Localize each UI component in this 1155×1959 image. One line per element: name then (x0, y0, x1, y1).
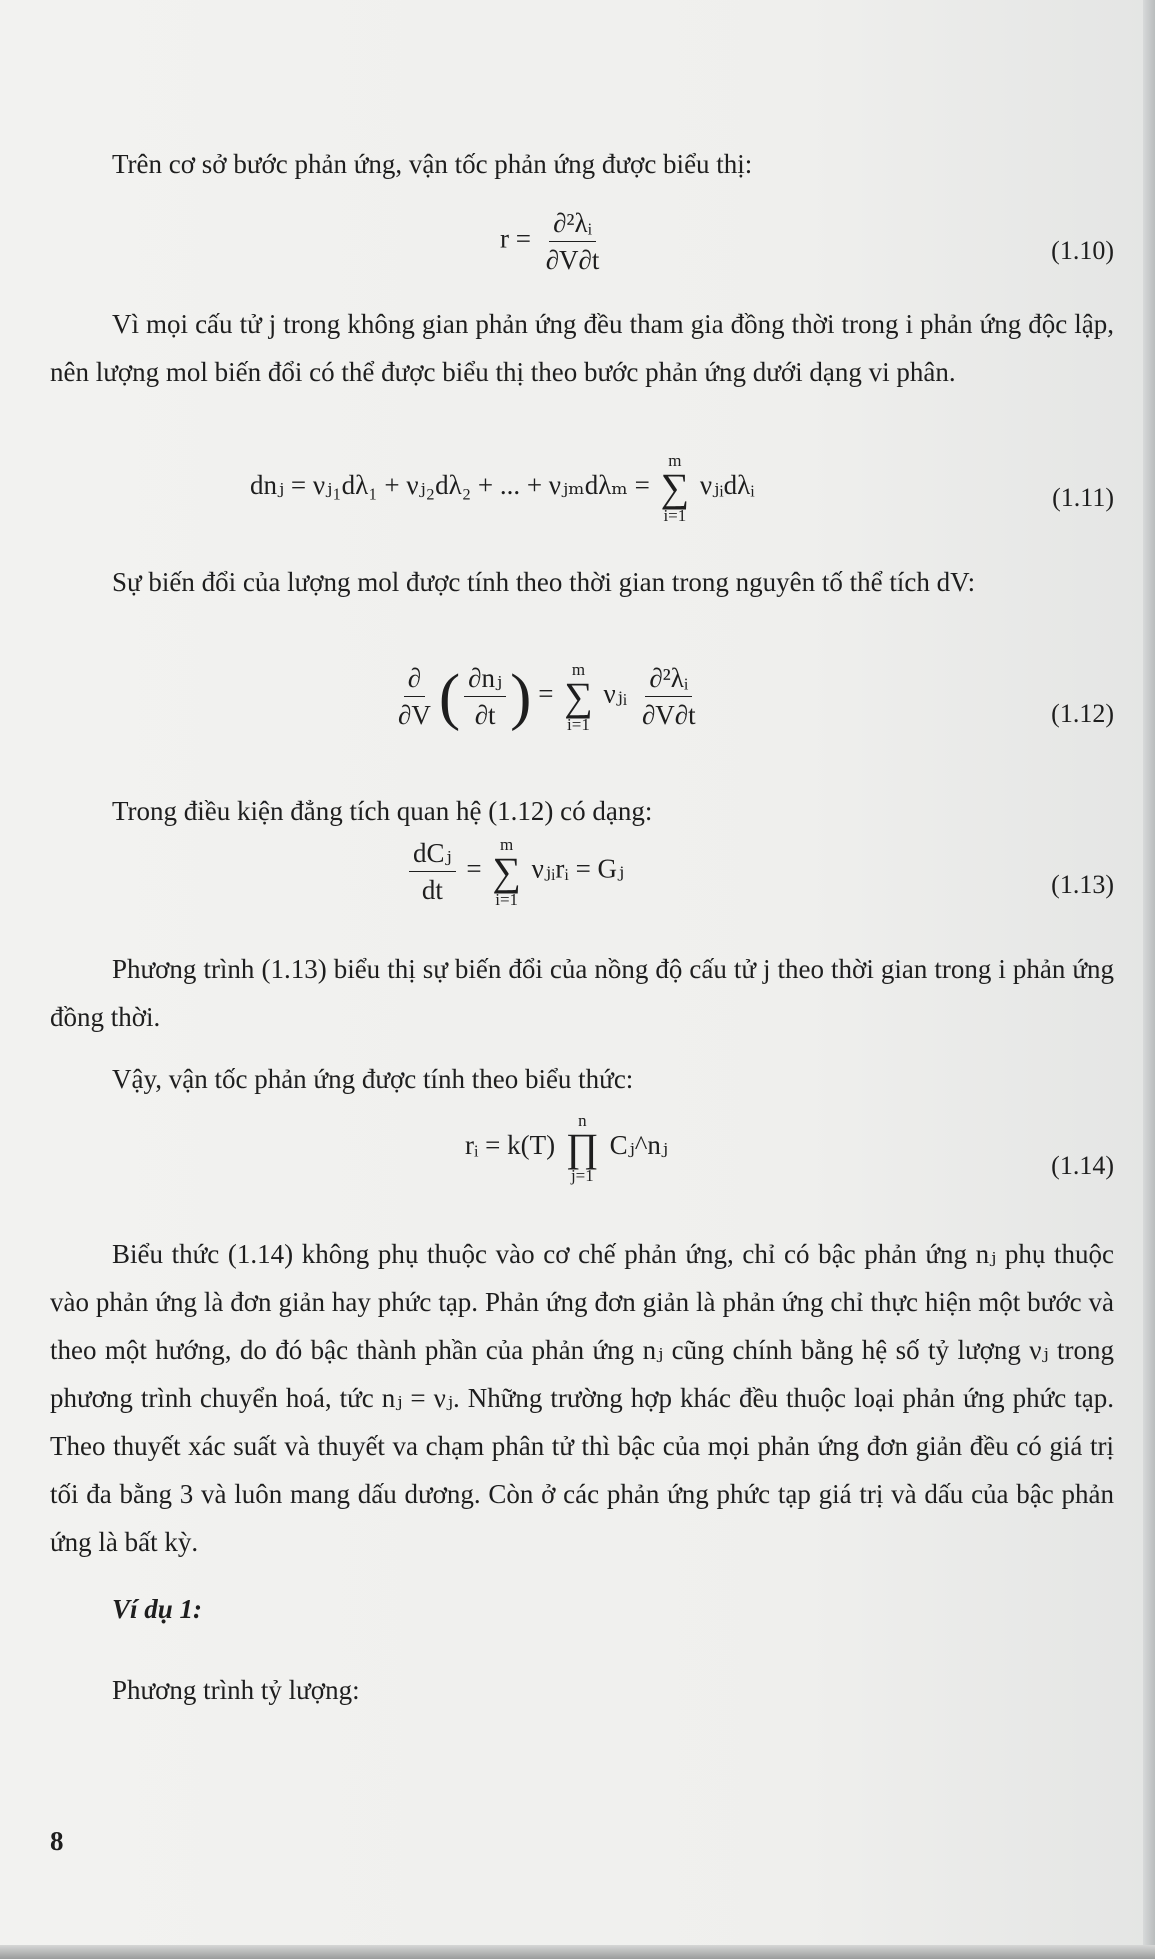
outer-numerator: ∂ (404, 660, 425, 697)
sigma-symbol: ∑ (492, 848, 521, 894)
product-symbol: ∏ (565, 1125, 599, 1170)
inner-denominator: ∂t (474, 700, 496, 730)
equation-body (250, 452, 755, 524)
page-edge-bottom (0, 1945, 1155, 1959)
example-heading: Ví dụ 1: (112, 1594, 203, 1624)
eq-lhs: dnⱼ = νⱼ₁dλ₁ + νⱼ₂dλ₂ + ... + νⱼₘdλₘ = (250, 470, 650, 501)
sum-upper: m (668, 451, 682, 470)
stoich-coefficient: νⱼᵢ (603, 678, 628, 709)
inner-fraction (464, 660, 506, 733)
summation (564, 661, 593, 733)
sum-lower: i=1 (663, 506, 687, 525)
summation (661, 452, 690, 524)
eq-lhs: r = (500, 223, 531, 254)
equation-body (465, 1112, 668, 1184)
page-number: 8 (50, 1826, 64, 1856)
sum-upper: m (500, 834, 514, 854)
paragraph-8: Phương trình tỷ lượng: (112, 1675, 360, 1705)
equation-number: (1.12) (1051, 699, 1114, 728)
equation-1-14 (50, 1112, 1114, 1222)
eq-lhs: rᵢ = k(T) (465, 1130, 556, 1161)
fraction-numerator: dCⱼ (409, 835, 456, 872)
equation-1-11 (50, 452, 1114, 542)
paragraph-6: Vậy, vận tốc phản ứng được tính theo biểu thức: (112, 1064, 634, 1094)
rhs-numerator: ∂²λᵢ (645, 660, 692, 697)
inner-numerator: ∂nⱼ (464, 660, 506, 697)
outer-fraction (394, 660, 435, 733)
equation-body (390, 660, 704, 733)
paragraph-2 (50, 300, 1114, 396)
equation-1-10 (50, 205, 1114, 295)
equation-1-13 (50, 835, 1114, 925)
rhs-fraction (638, 660, 700, 733)
fraction-numerator: ∂²λᵢ (549, 205, 596, 242)
eq-rhs: Cⱼ^nⱼ (609, 1130, 669, 1161)
fraction (409, 835, 456, 908)
equation-number: (1.11) (1052, 483, 1114, 512)
paragraph-2-text: Vì mọi cấu tử j trong không gian phản ứng đều tham gia đồng thời trong i phản ứng độc lập, nên lượng mol biến đổi có thể được biểu thị theo bước phản ứng dưới dạng vi phân. (50, 309, 1114, 387)
summation (492, 836, 521, 908)
equals-sign: = (466, 853, 489, 884)
right-paren: ) (510, 660, 532, 732)
product (566, 1112, 599, 1184)
left-paren: ( (438, 660, 461, 732)
rhs-denominator: ∂V∂t (641, 700, 696, 730)
sigma-symbol: ∑ (660, 465, 690, 510)
page-edge-right (1143, 0, 1155, 1959)
outer-denominator: ∂V (398, 700, 431, 730)
sigma-symbol: ∑ (564, 673, 593, 719)
paragraph-1: Trên cơ sở bước phản ứng, vận tốc phản ứng được biểu thị: (112, 149, 753, 179)
sum-upper: m (571, 659, 586, 679)
fraction (542, 205, 604, 278)
prod-upper: n (578, 1111, 587, 1130)
fraction-denominator: dt (421, 875, 443, 905)
paragraph-4: Trong điều kiện đẳng tích quan hệ (1.12) có dạng: (112, 796, 653, 826)
equation-number: (1.14) (1051, 1151, 1114, 1180)
equation-body (500, 205, 607, 278)
equation-body (405, 835, 624, 908)
equation-1-12 (50, 660, 1114, 770)
equation-number: (1.10) (1051, 236, 1114, 265)
sum-lower: i=1 (567, 714, 590, 734)
paragraph-7: Biểu thức (1.14) không phụ thuộc vào cơ chế phản ứng, chỉ có bậc phản ứng nⱼ phụ thuộc vào phản ứng là đơn giản hay phức tạp. Phản ứng đơn giản là phản ứng chỉ thực hiện một bước và theo một hướng, do đó bậc thành phần của phản ứng nⱼ cũng chính bằng hệ số tỷ lượng νⱼ trong phương trình chuyển hoá, tức nⱼ = νⱼ. Những trường hợp khác đều thuộc loại phản ứng phức tạp. Theo thuyết xác suất và thuyết va chạm phân tử thì bậc của mọi phản ứng đơn giản đều có giá trị tối đa bằng 3 và luôn mang dấu dương. Còn ở các phản ứng phức tạp giá trị và dấu của bậc phản ứng là bất kỳ. (50, 1239, 1114, 1557)
prod-lower: j=1 (570, 1166, 594, 1185)
sum-lower: i=1 (495, 889, 519, 909)
eq-rhs: νⱼᵢdλᵢ (699, 470, 755, 501)
paragraph-5: Phương trình (1.13) biểu thị sự biến đổi của nồng độ cấu tử j theo thời gian trong i phản ứng đồng thời. (50, 954, 1114, 1032)
equals-sign: = (538, 678, 561, 709)
fraction-denominator: ∂V∂t (545, 245, 600, 275)
paragraph-3: Sự biến đổi của lượng mol được tính theo thời gian trong nguyên tố thể tích dV: (112, 567, 976, 597)
equation-number: (1.13) (1051, 870, 1114, 899)
eq-rhs: νⱼᵢrᵢ = Gⱼ (531, 853, 625, 884)
